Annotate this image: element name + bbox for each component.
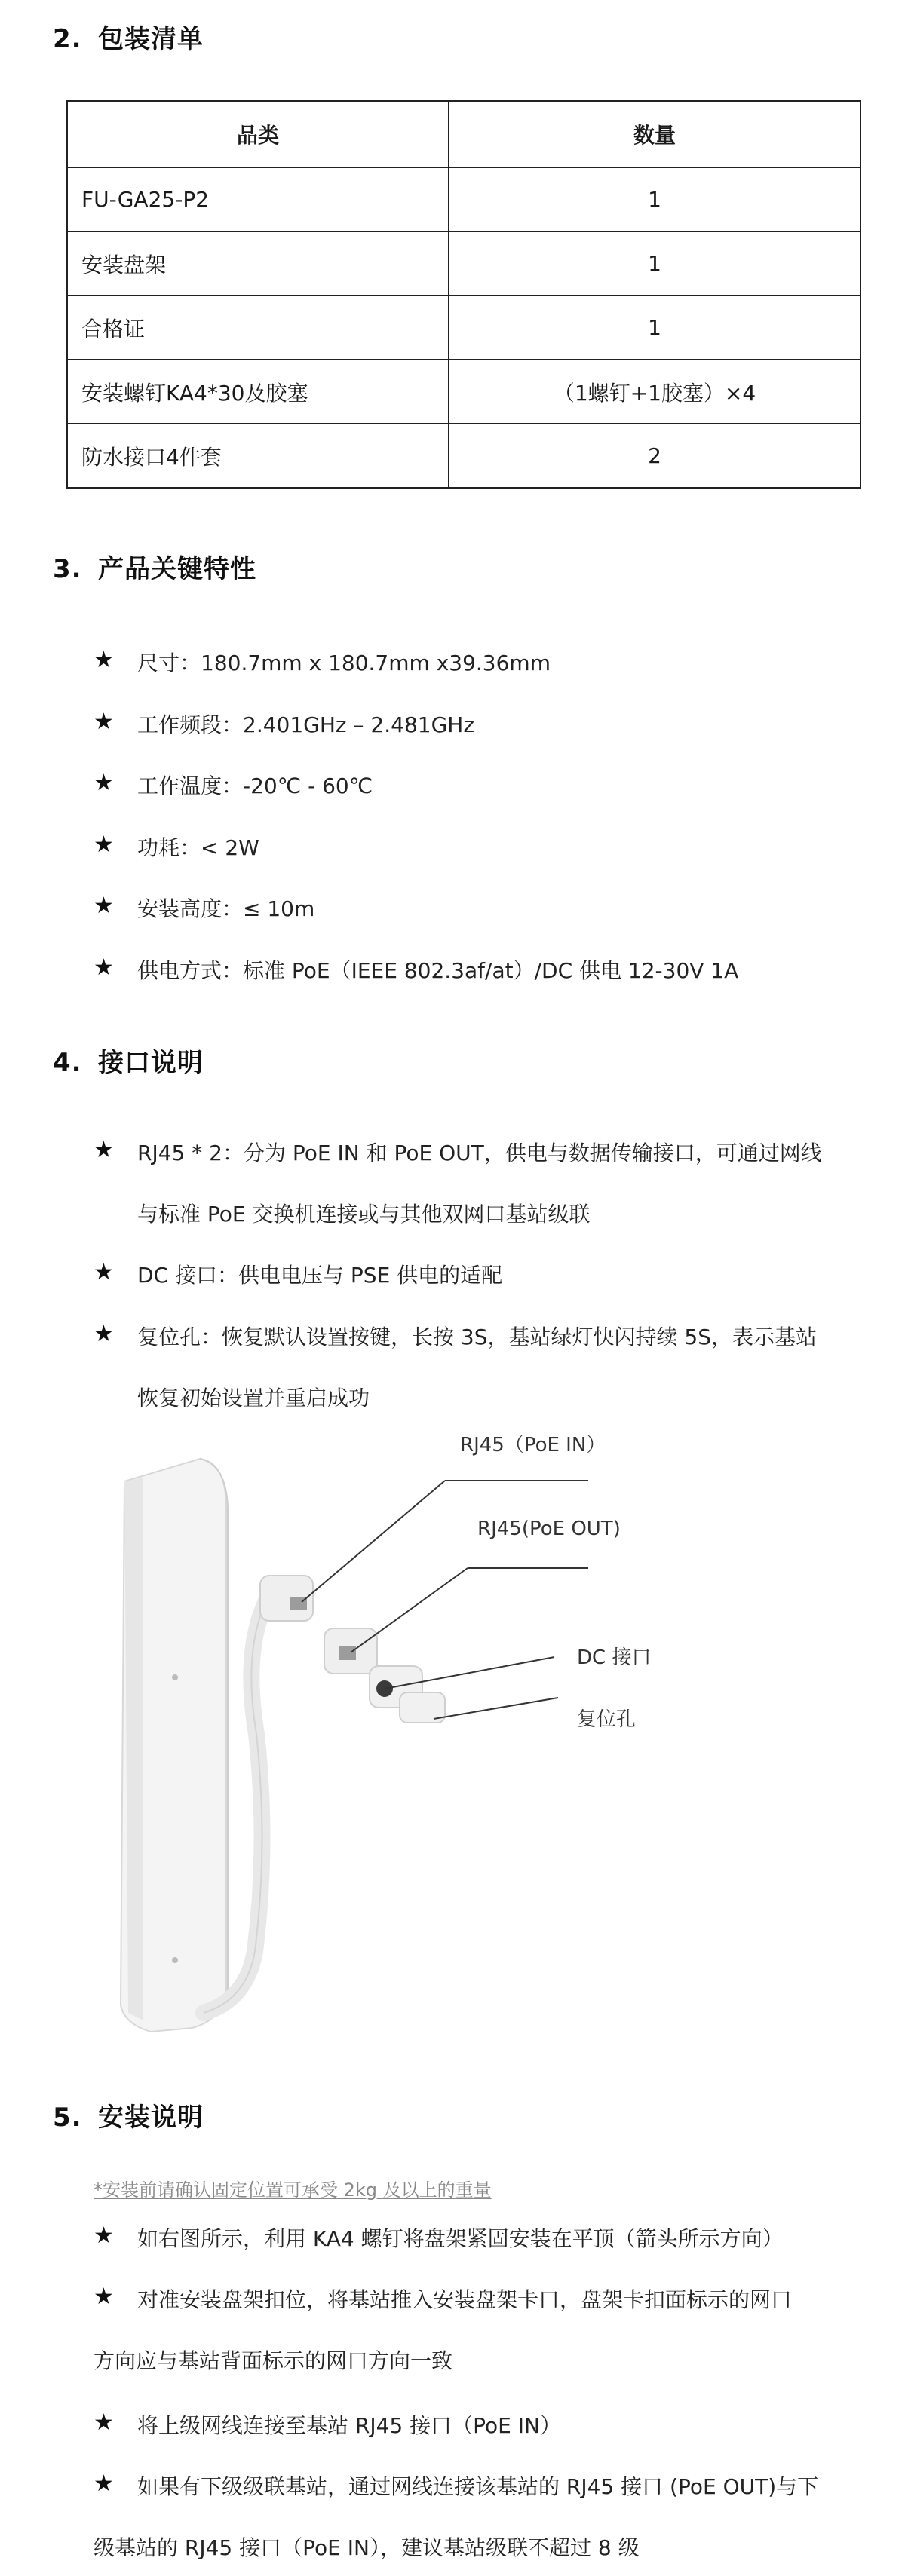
install-step-text: 对准安装盘架扣位，将基站推入安装盘架卡口，盘架卡扣面标示的网口	[137, 2287, 793, 2312]
install-step-text: 将上级网线连接至基站 RJ45 接口（PoE IN）	[137, 2413, 561, 2438]
star-icon: ★	[94, 1259, 114, 1285]
section-number: 4.	[53, 1048, 82, 1078]
cell-quantity: 1	[449, 167, 861, 231]
star-icon: ★	[94, 709, 114, 735]
interface-diagram	[0, 1417, 905, 2035]
table-row	[67, 167, 861, 231]
star-icon: ★	[94, 954, 114, 981]
section-title: 安装说明	[98, 2103, 204, 2133]
star-icon: ★	[94, 2470, 114, 2497]
column-header-quantity: 数量	[449, 101, 861, 167]
section-title: 包装清单	[98, 24, 204, 54]
install-step-text: 如右图所示，利用 KA4 螺钉将盘架紧固安装在平顶（箭头所示方向）	[137, 2226, 784, 2251]
table-header-row	[67, 101, 861, 167]
feature-text: 工作温度：-20℃ - 60℃	[137, 773, 373, 798]
label-rj45-poe-in: RJ45（PoE IN）	[460, 1434, 606, 1456]
interface-text: 复位孔：恢复默认设置按键，长按 3S，基站绿灯快闪持续 5S，表示基站	[137, 1325, 817, 1349]
table-row	[67, 424, 861, 488]
section-heading-features	[53, 548, 256, 585]
section-heading-interfaces	[53, 1042, 204, 1079]
cell-quantity: 2	[449, 424, 861, 488]
label-dc-port: DC 接口	[577, 1646, 652, 1669]
table-row	[67, 231, 861, 296]
section-number: 5.	[53, 2103, 82, 2133]
cell-quantity: 1	[449, 296, 861, 360]
star-icon: ★	[94, 1321, 114, 1347]
feature-text: 供电方式：标准 PoE（IEEE 802.3af/at）/DC 供电 12-30V 1A	[137, 958, 739, 983]
feature-text: 安装高度：≤ 10m	[137, 896, 315, 921]
star-icon: ★	[94, 647, 114, 673]
star-icon: ★	[94, 1137, 114, 1163]
install-step-text-continued: 级基站的 RJ45 接口（PoE IN），建议基站级联不超过 8 级	[94, 2535, 640, 2560]
section-number: 3.	[53, 554, 82, 584]
device-illustration	[0, 1417, 905, 2035]
cell-quantity: 1	[449, 231, 861, 296]
section-number: 2.	[53, 24, 82, 54]
feature-text: 尺寸：180.7mm x 180.7mm x39.36mm	[137, 651, 551, 675]
cell-category: 安装螺钉KA4*30及胶塞	[67, 360, 449, 424]
star-icon: ★	[94, 893, 114, 919]
label-rj45-poe-out: RJ45(PoE OUT)	[477, 1518, 621, 1540]
cell-quantity: （1螺钉+1胶塞）×4	[449, 360, 861, 424]
interface-text: RJ45 * 2：分为 PoE IN 和 PoE OUT，供电与数据传输接口，可通过网线	[137, 1141, 822, 1165]
cell-category: FU-GA25-P2	[67, 167, 449, 231]
cell-category: 安装盘架	[67, 231, 449, 296]
table-row	[67, 296, 861, 360]
section-heading-install	[53, 2097, 204, 2133]
install-step-text-continued: 方向应与基站背面标示的网口方向一致	[94, 2348, 453, 2373]
star-icon: ★	[94, 832, 114, 858]
interface-text-continued: 恢复初始设置并重启成功	[137, 1386, 370, 1411]
interface-text-continued: 与标准 PoE 交换机连接或与其他双网口基站级联	[137, 1202, 591, 1227]
section-title: 接口说明	[98, 1048, 204, 1078]
section-heading-packing	[53, 18, 204, 55]
star-icon: ★	[94, 2409, 114, 2436]
cell-category: 防水接口4件套	[67, 424, 449, 488]
table-row	[67, 360, 861, 424]
label-reset-hole: 复位孔	[577, 1708, 637, 1731]
feature-text: 功耗：< 2W	[137, 835, 259, 860]
section-title: 产品关键特性	[98, 554, 256, 584]
feature-text: 工作频段：2.401GHz – 2.481GHz	[137, 712, 475, 737]
install-note: *安装前请确认固定位置可承受 2kg 及以上的重量	[94, 2179, 492, 2201]
star-icon: ★	[94, 2222, 114, 2249]
cell-category: 合格证	[67, 296, 449, 360]
column-header-category: 品类	[67, 101, 449, 167]
star-icon: ★	[94, 770, 114, 796]
interface-text: DC 接口：供电电压与 PSE 供电的适配	[137, 1263, 503, 1288]
star-icon: ★	[94, 2283, 114, 2310]
packing-list-table	[66, 100, 861, 489]
install-step-text: 如果有下级级联基站，通过网线连接该基站的 RJ45 接口 (PoE OUT)与下	[137, 2474, 819, 2499]
